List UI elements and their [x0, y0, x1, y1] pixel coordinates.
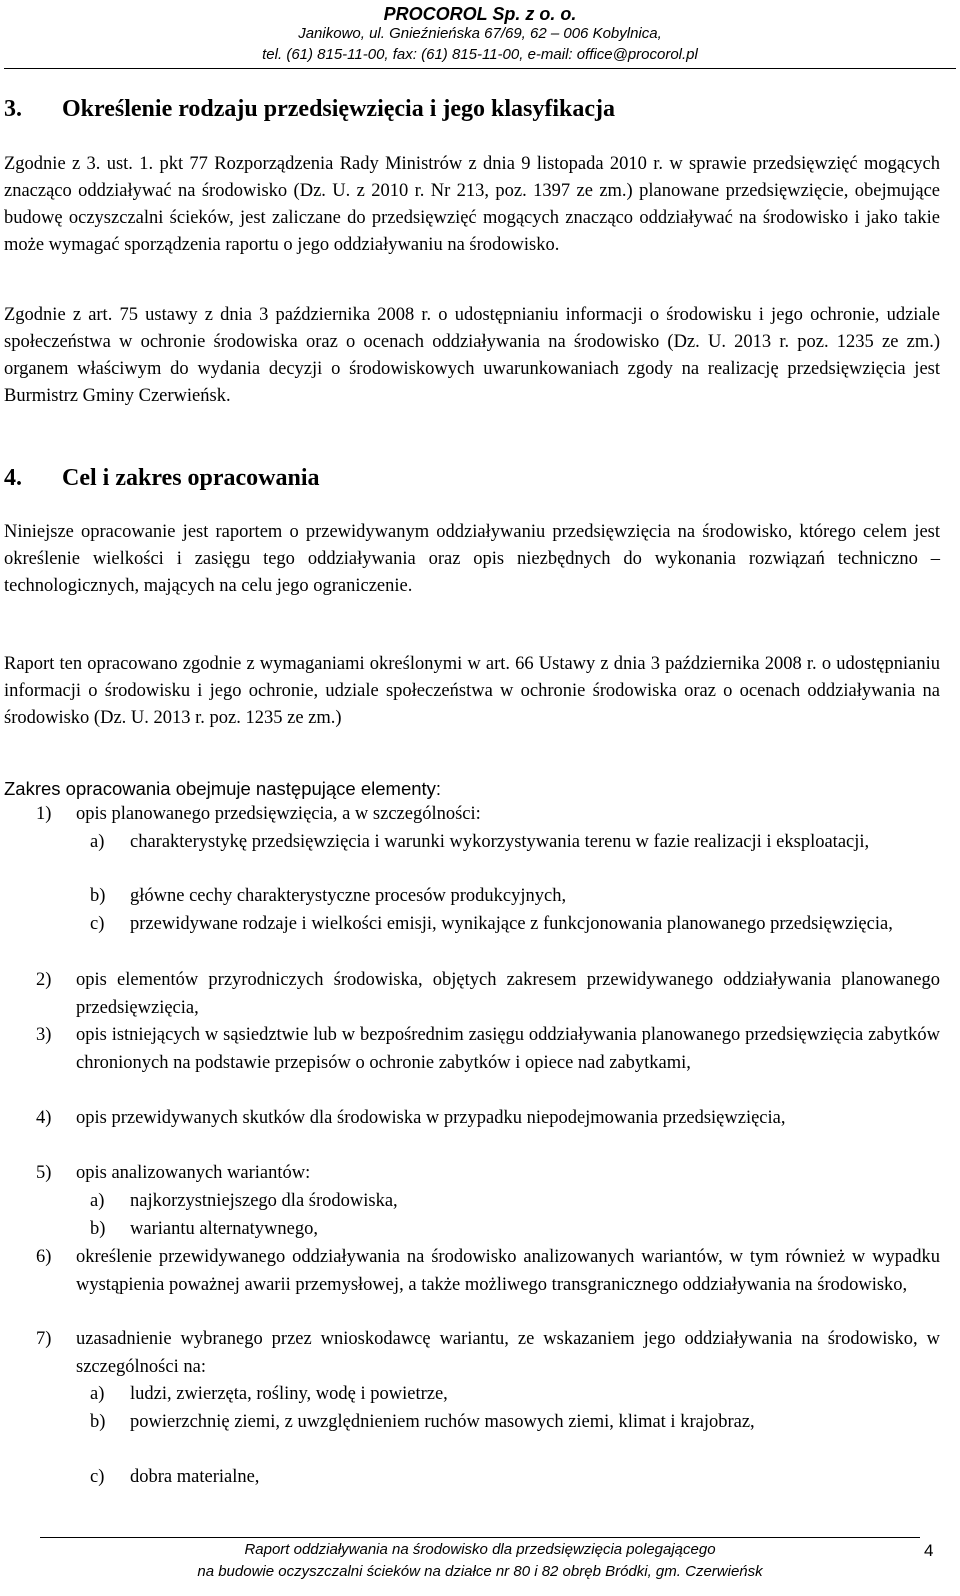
list-marker: 5)	[36, 1163, 52, 1183]
sub-list-text: przewidywane rodzaje i wielkości emisji, wynikające z funkcjonowania planowanego przedsięwzięcia,	[130, 914, 893, 934]
list-text: opis elementów przyrodniczych środowiska, objętych zakresem przewidywanego oddziaływania planowanego przedsięwzięcia,	[76, 970, 940, 1018]
list-item	[36, 1160, 940, 1188]
list-marker: 2)	[36, 970, 52, 990]
list-item	[36, 1326, 940, 1381]
section-3-heading	[4, 95, 948, 123]
sub-list-text: najkorzystniejszego dla środowiska,	[130, 1191, 398, 1211]
sub-list-text: charakterystykę przedsięwzięcia i warunki wykorzystywania terenu w fazie realizacji i eksploatacji,	[130, 832, 870, 852]
footer-line-2: na budowie oczyszczalni ścieków na działce nr 80 i 82 obręb Bródki, gm. Czerwieńsk	[197, 1563, 763, 1580]
list-item	[36, 967, 940, 1022]
list-text: określenie przewidywanego oddziaływania na środowisko analizowanych wariantów, w tym również w wypadku wystąpienia poważnej awarii przemysłowej, a także możliwego transgranicznego oddziaływania na środowisko,	[76, 1247, 940, 1295]
sub-list-item	[90, 1381, 940, 1409]
page-number: 4	[924, 1541, 934, 1560]
sub-list-text: dobra materialne,	[130, 1467, 260, 1487]
list-marker: 3)	[36, 1025, 52, 1045]
section-3-paragraph-2: Zgodnie z art. 75 ustawy z dnia 3 października 2008 r. o udostępnianiu informacji o środowisku i jego ochronie, udziale społeczeństwa w ochronie środowiska oraz o ocenach oddziaływania na środowisko (Dz. U. 2013 r. poz. 1235 ze zm.) organem właściwym do wydania decyzji o środowiskowych uwarunkowaniach zgody na realizację przedsięwzięcia jest Burmistrz Gminy Czerwieńsk.	[4, 305, 940, 406]
section-3-paragraph-1: Zgodnie z 3. ust. 1. pkt 77 Rozporządzenia Rady Ministrów z dnia 9 listopada 2010 r. w sprawie przedsięwzięć mogących znacząco oddziaływać na środowisko (Dz. U. z 2010 r. Nr 213, poz. 1397 ze zm.) planowane przedsięwzięcie, obejmujące budowę oczyszczalni ścieków, jest zaliczane do przedsięwzięć mogących znacząco oddziaływać na środowisko i jako takie może wymagać sporządzenia raportu o jego oddziaływaniu na środowisko.	[4, 154, 940, 255]
sub-list-text: wariantu alternatywnego,	[130, 1219, 319, 1239]
section-4-number: 4.	[4, 465, 22, 491]
section-4-heading	[4, 464, 948, 492]
list-text: uzasadnienie wybranego przez wnioskodawcę wariantu, ze wskazaniem jego oddziaływania na środowisko, w szczególności na:	[76, 1329, 940, 1377]
list-marker: 6)	[36, 1247, 52, 1267]
list-item	[36, 1244, 940, 1299]
sub-list-item	[90, 1216, 940, 1244]
sub-list-item	[90, 1409, 940, 1437]
sub-list-text: główne cechy charakterystyczne procesów produkcyjnych,	[130, 886, 567, 906]
list-text: opis planowanego przedsięwzięcia, a w szczególności:	[76, 804, 481, 824]
sub-list-marker: b)	[90, 1219, 106, 1239]
header-company: PROCOROL Sp. z o. o.	[383, 4, 577, 24]
sub-list-text: ludzi, zwierzęta, rośliny, wodę i powietrze,	[130, 1384, 448, 1404]
list-item	[36, 801, 940, 829]
sub-list-marker: c)	[90, 914, 105, 934]
scope-intro: Zakres opracowania obejmuje następujące elementy:	[4, 778, 442, 799]
sub-list-item	[90, 1464, 940, 1492]
sub-list-item	[90, 911, 940, 939]
section-4-title: Cel i zakres opracowania	[62, 465, 320, 491]
header-address: Janikowo, ul. Gnieźnieńska 67/69, 62 – 006 Kobylnica,	[298, 25, 662, 42]
list-marker: 4)	[36, 1108, 52, 1128]
sub-list-marker: a)	[90, 832, 105, 852]
sub-list-item	[90, 883, 940, 911]
section-4-paragraph-2: Raport ten opracowano zgodnie z wymaganiami określonymi w art. 66 Ustawy z dnia 3 października 2008 r. o udostępnianiu informacji o środowisku i jego ochronie, udziale społeczeństwa w ochronie środowiska oraz o ocenach oddziaływania na środowisko (Dz. U. 2013 r. poz. 1235 ze zm.)	[4, 654, 940, 728]
list-item	[36, 1022, 940, 1077]
sub-list-marker: b)	[90, 1412, 106, 1432]
list-item	[36, 1105, 940, 1133]
sub-list-item	[90, 1188, 940, 1216]
list-text: opis przewidywanych skutków dla środowiska w przypadku niepodejmowania przedsięwzięcia,	[76, 1108, 786, 1128]
list-text: opis istniejących w sąsiedztwie lub w bezpośrednim zasięgu oddziaływania planowanego przedsięwzięcia zabytków chronionych na podstawie przepisów o ochronie zabytków i opiece nad zabytkami,	[76, 1025, 940, 1073]
header-contact: tel. (61) 815-11-00, fax: (61) 815-11-00, e-mail: office@procorol.pl	[262, 46, 698, 63]
sub-list-item	[90, 829, 940, 857]
footer-line-1: Raport oddziaływania na środowisko dla przedsięwzięcia polegającego	[244, 1541, 716, 1558]
footer-divider	[40, 1537, 920, 1538]
section-3-number: 3.	[4, 96, 22, 122]
sub-list-marker: a)	[90, 1191, 105, 1211]
list-marker: 1)	[36, 804, 52, 824]
list-text: opis analizowanych wariantów:	[76, 1163, 311, 1183]
sub-list-marker: a)	[90, 1384, 105, 1404]
list-marker: 7)	[36, 1329, 52, 1349]
sub-list-marker: c)	[90, 1467, 105, 1487]
sub-list-marker: b)	[90, 886, 106, 906]
section-4-paragraph-1: Niniejsze opracowanie jest raportem o przewidywanym oddziaływaniu przedsięwzięcia na środowisko, którego celem jest określenie wielkości i zasięgu tego oddziaływania oraz opis niezbędnych do wykonania rozwiązań techniczno – technologicznych, mających na celu jego ograniczenie.	[4, 522, 940, 596]
sub-list-text: powierzchnię ziemi, z uwzględnieniem ruchów masowych ziemi, klimat i krajobraz,	[130, 1412, 755, 1432]
header-divider	[4, 68, 956, 69]
section-3-title: Określenie rodzaju przedsięwzięcia i jego klasyfikacja	[62, 96, 616, 122]
